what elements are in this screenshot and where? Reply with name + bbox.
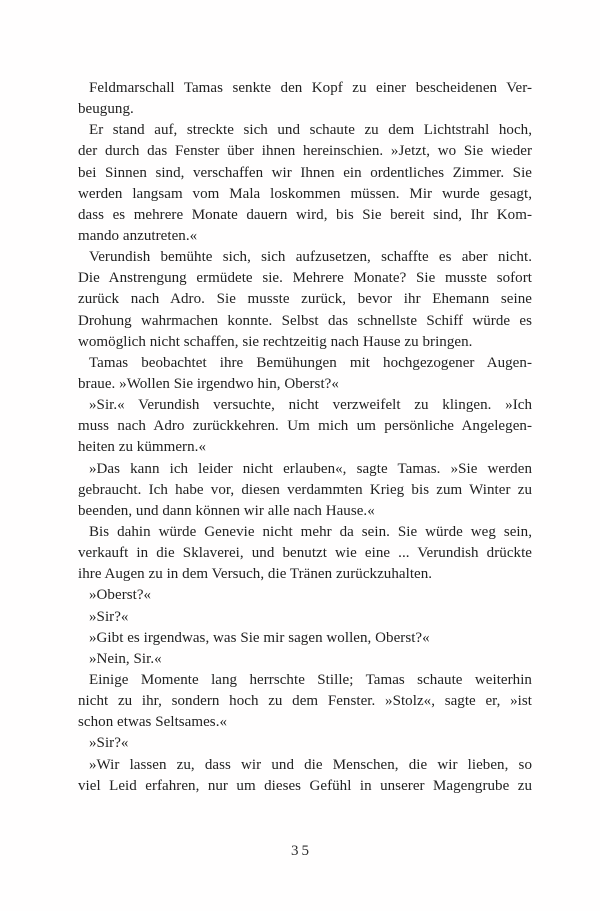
text-line: heiten zu kümmern.« [78, 439, 206, 456]
text-line: braue. »Wollen Sie irgendwo hin, Oberst?« [78, 375, 339, 392]
paragraph [78, 628, 532, 649]
text-line: »Wir lassen zu, dass wir und die Menschen, die wir lieben, so [89, 756, 532, 773]
text-line: dass es mehrere Monate dauern wird, bis Sie bereit sind, Ihr Kom- [78, 206, 532, 223]
text-line: womöglich nicht schaffen, sie rechtzeitig nach Hause zu bringen. [78, 333, 473, 350]
paragraph [78, 649, 532, 670]
page-number: 35 [291, 843, 312, 859]
text-line: muss nach Adro zurückkehren. Um mich um persönliche Angelegen- [78, 418, 532, 435]
text-line: verkauft in die Sklaverei, und benutzt wie eine ... Verundish drückte [78, 545, 532, 562]
text-line: gebraucht. Ich habe vor, diesen verdammten Krieg bis zum Winter zu [78, 481, 532, 498]
text-line: »Das kann ich leider nicht erlauben«, sagte Tamas. »Sie werden [89, 460, 532, 477]
text-line: »Sir?« [89, 735, 129, 752]
paragraph [78, 607, 532, 628]
text-line: beenden, und dann können wir alle nach Hause.« [78, 502, 375, 519]
text-line: Feldmarschall Tamas senkte den Kopf zu einer bescheidenen Ver- [89, 80, 532, 96]
text-line: »Sir.« Verundish versuchte, nicht verzweifelt zu klingen. »Ich [89, 397, 532, 414]
text-line: Tamas beobachtet ihre Bemühungen mit hochgezogener Augen- [89, 354, 532, 371]
text-line: »Sir?« [89, 608, 129, 625]
text-line: Verundish bemühte sich, sich aufzusetzen, schaffte es aber nicht. [89, 249, 532, 266]
paragraph [78, 522, 532, 585]
paragraph [78, 733, 532, 754]
text-line: »Nein, Sir.« [89, 650, 162, 667]
text-line: nicht zu ihr, sondern hoch zu dem Fenster. »Stolz«, sagte er, »ist [78, 693, 532, 710]
paragraph [78, 585, 532, 606]
text-line: »Gibt es irgendwas, was Sie mir sagen wollen, Oberst?« [89, 629, 430, 646]
paragraph [78, 459, 532, 522]
paragraph [78, 755, 532, 797]
paragraph [78, 78, 532, 120]
paragraph [78, 670, 532, 733]
text-line: schon etwas Seltsames.« [78, 714, 228, 731]
paragraph [78, 120, 532, 247]
text-line: Einige Momente lang herrschte Stille; Tamas schaute weiterhin [89, 671, 532, 688]
text-line: »Oberst?« [89, 587, 152, 604]
text-line: der durch das Fenster über ihnen hereinschien. »Jetzt, wo Sie wieder [78, 143, 532, 160]
text-line: beugung. [78, 101, 134, 118]
text-line: werden langsam vom Mala loskommen müssen. Mir wurde gesagt, [78, 185, 532, 202]
paragraph [78, 395, 532, 458]
text-line: zurück nach Adro. Sie musste zurück, bevor ihr Ehemann seine [78, 291, 532, 308]
text-line: ihre Augen zu in dem Versuch, die Tränen zurückzuhalten. [78, 566, 433, 583]
text-line: Er stand auf, streckte sich und schaute zu dem Lichtstrahl hoch, [89, 122, 532, 139]
text-line: mando anzutreten.« [78, 227, 198, 244]
text-line: Bis dahin würde Genevie nicht mehr da sein. Sie würde weg sein, [89, 523, 532, 540]
text-line: bei Sinnen sind, verschaffen wir Ihnen ein ordentliches Zimmer. Sie [78, 164, 532, 181]
text-line: viel Leid erfahren, nur um dieses Gefühl in unserer Magengrube zu [78, 777, 532, 794]
paragraph [78, 247, 532, 353]
text-line: Drohung wahrmachen konnte. Selbst das schnellste Schiff würde es [78, 312, 532, 329]
paragraph [78, 353, 532, 395]
text-block [78, 78, 532, 797]
text-line: Die Anstrengung ermüdete sie. Mehrere Monate? Sie musste sofort [78, 270, 532, 287]
